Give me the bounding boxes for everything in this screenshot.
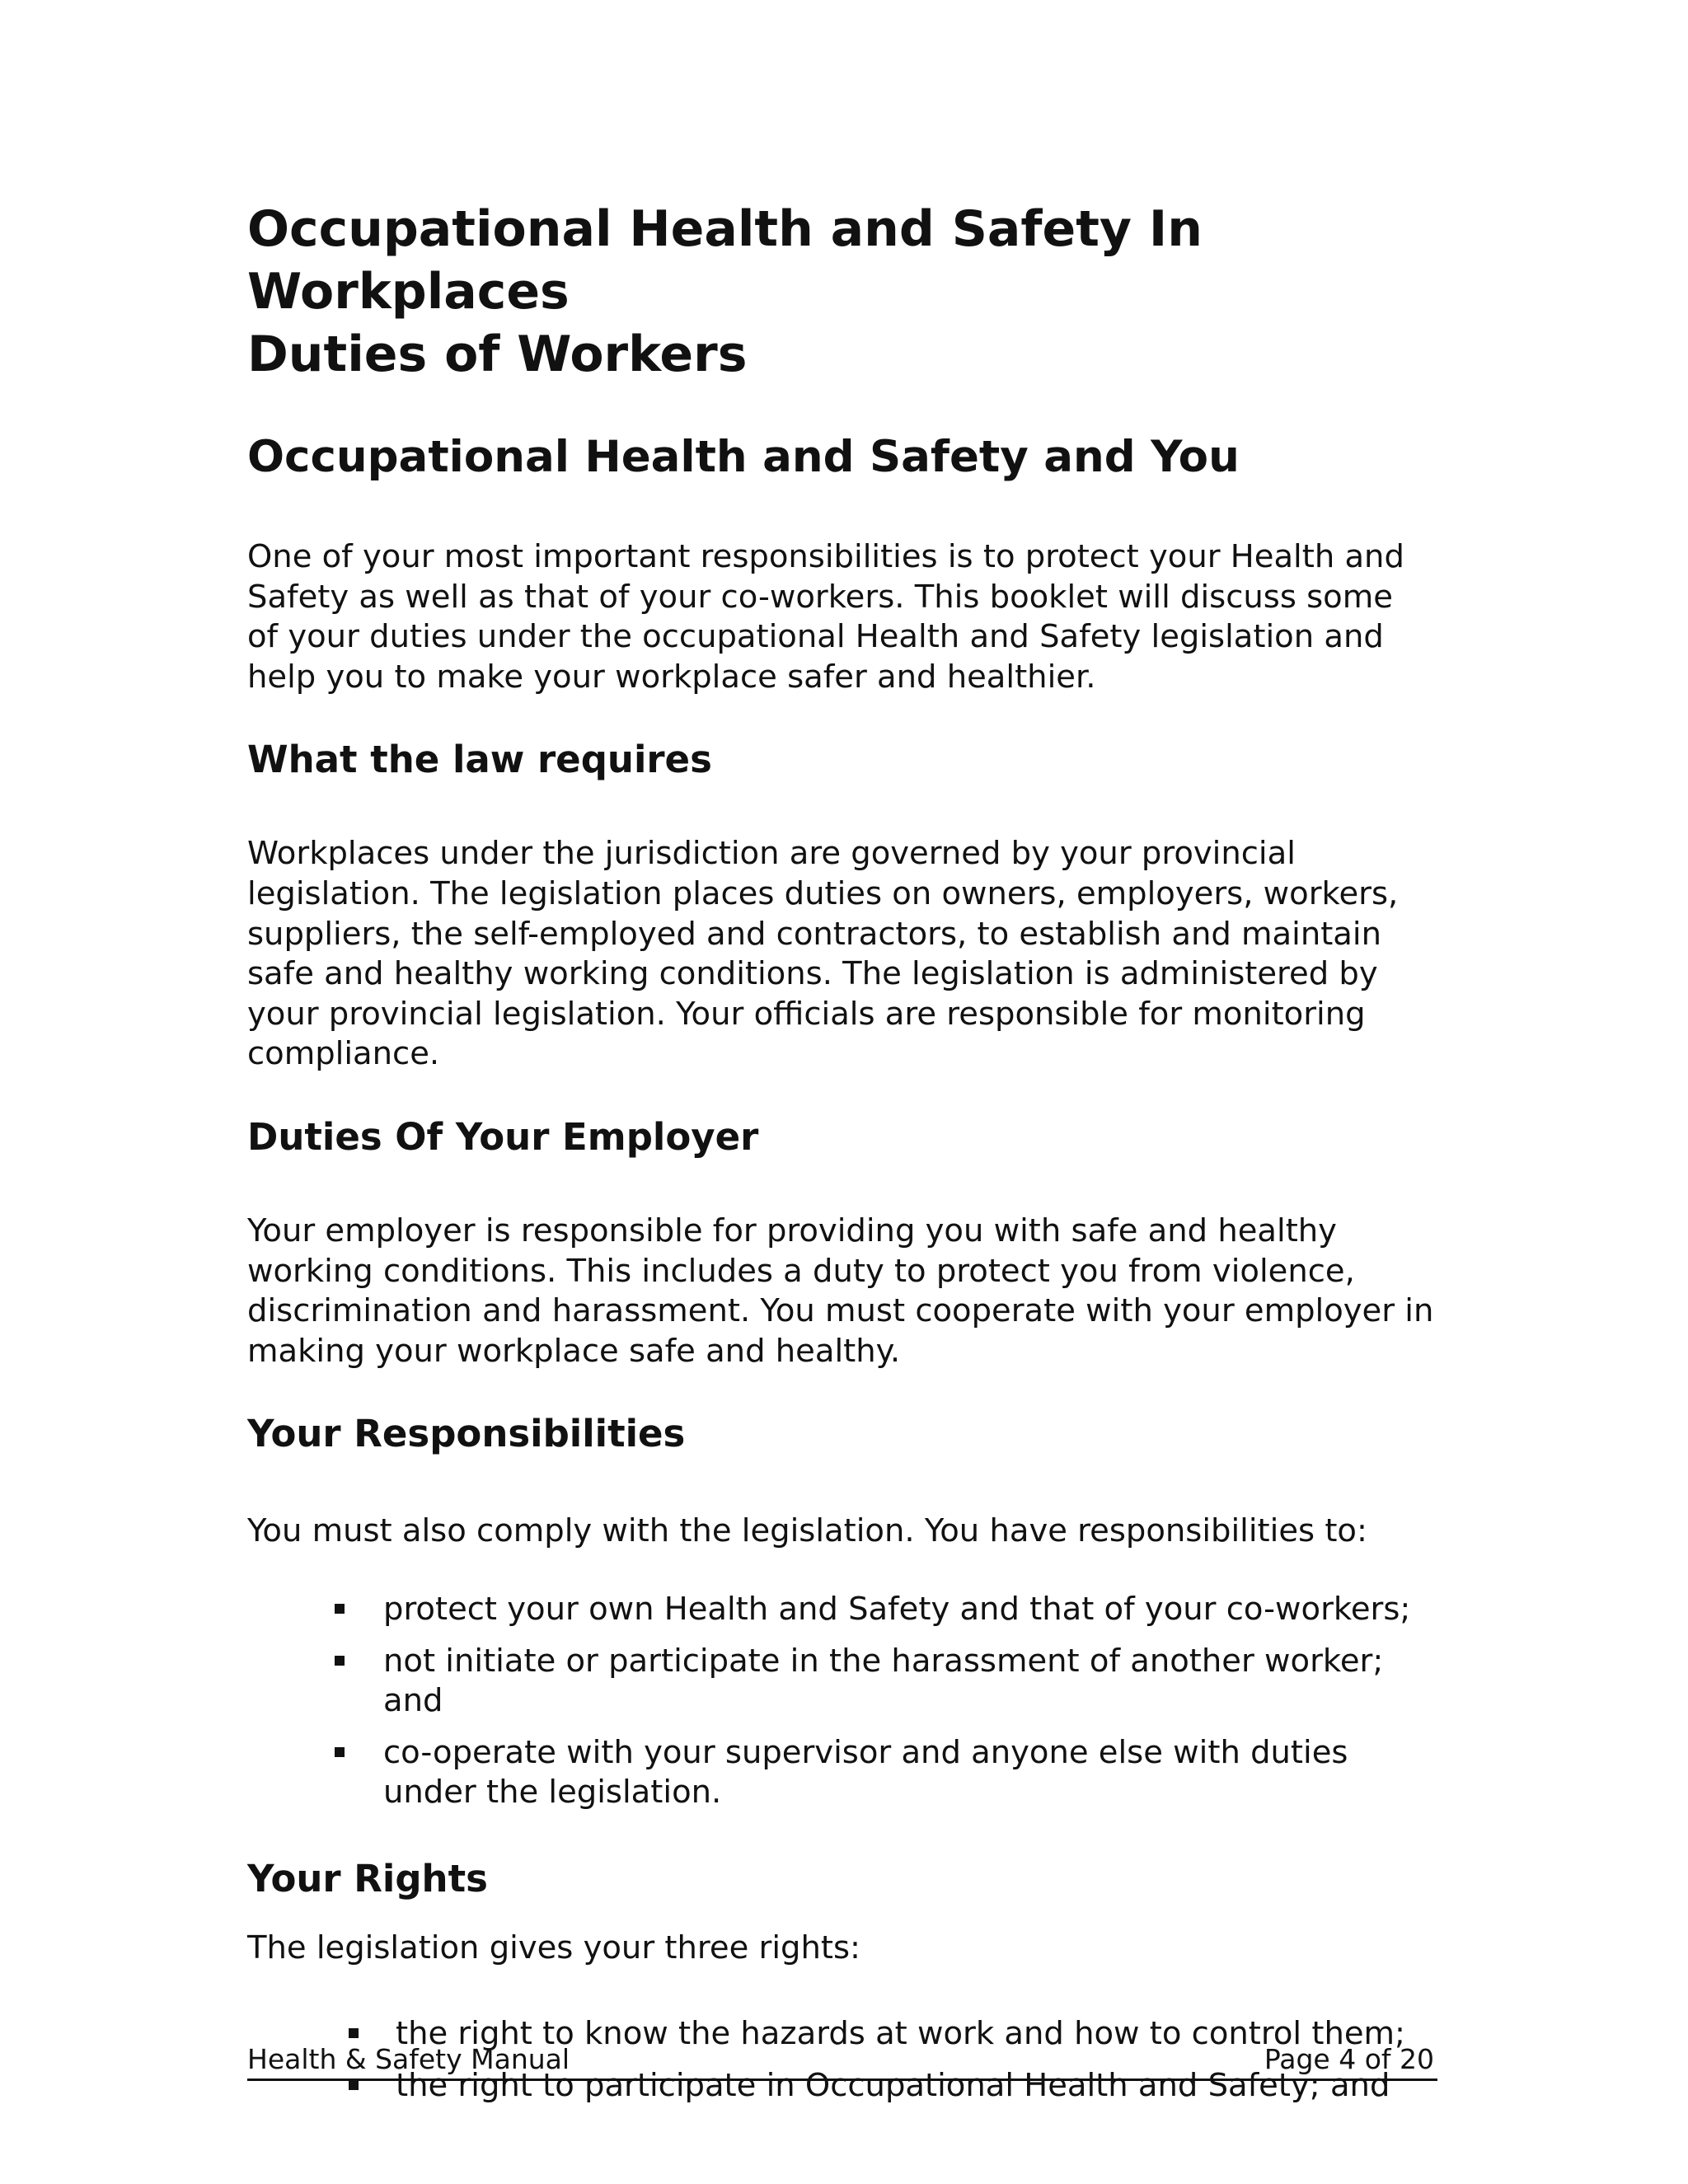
section-heading-rights: Your Rights xyxy=(247,1856,488,1900)
footer-document-title: Health & Safety Manual xyxy=(247,2043,570,2075)
list-item xyxy=(247,1590,1442,1630)
square-bullet-icon xyxy=(349,2080,359,2090)
square-bullet-icon xyxy=(335,1747,345,1757)
list-item xyxy=(247,1733,1414,1813)
list-item-text: the right to know the hazards at work and how to control them; xyxy=(396,2015,1406,2053)
square-bullet-icon xyxy=(349,2028,359,2038)
section-heading-employer: Duties Of Your Employer xyxy=(247,1114,759,1159)
responsibilities-list xyxy=(247,1590,1442,1813)
list-item-text: co-operate with your supervisor and anyone else with duties under the legislation. xyxy=(383,1733,1348,1811)
section-heading-law: What the law requires xyxy=(247,738,712,782)
list-item-text: not initiate or participate in the harassment of another worker; and xyxy=(383,1642,1384,1720)
square-bullet-icon xyxy=(335,1604,345,1614)
page-footer xyxy=(247,2041,1437,2081)
page-title-line-1: Occupational Health and Safety In Workplaces xyxy=(247,200,1203,321)
list-item xyxy=(247,1642,1442,1722)
employer-paragraph: Your employer is responsible for providing you with safe and healthy working conditions. This includes a duty to protect you from violence, discrimination and harassment. You must cooperate with your employer in making your workplace safe and healthy. xyxy=(247,1212,1434,1370)
section-heading-intro: Occupational Health and Safety and You xyxy=(247,432,1240,482)
page-title xyxy=(247,198,1442,386)
law-paragraph: Workplaces under the jurisdiction are governed by your provincial legislation. The legislation places duties on owners, employers, workers, suppliers, the self-employed and contractors, to establish and maintain safe and healthy working conditions. The legislation is administered by your provincial legislation. Your officials are responsible for monitoring compliance. xyxy=(247,835,1399,1073)
list-item-text: protect your own Health and Safety and that of your co-workers; xyxy=(383,1590,1411,1628)
intro-paragraph: One of your most important responsibilities is to protect your Health and Safety as well as that of your co-workers. This booklet will discuss some of your duties under the occupational Health and Safety legislation and help you to make your workplace safer and healthier. xyxy=(247,538,1404,696)
square-bullet-icon xyxy=(335,1656,345,1666)
responsibilities-paragraph: You must also comply with the legislation. You have responsibilities to: xyxy=(247,1512,1367,1550)
page-title-line-2: Duties of Workers xyxy=(247,326,748,383)
list-item-text: the right to participate in Occupational Health and Safety; and xyxy=(396,2067,1390,2105)
rights-paragraph: The legislation gives your three rights: xyxy=(247,1929,860,1966)
section-heading-responsibilities: Your Responsibilities xyxy=(247,1412,686,1456)
page-content xyxy=(247,198,1442,2118)
footer-page-number: Page 4 of 20 xyxy=(1264,2043,1434,2075)
